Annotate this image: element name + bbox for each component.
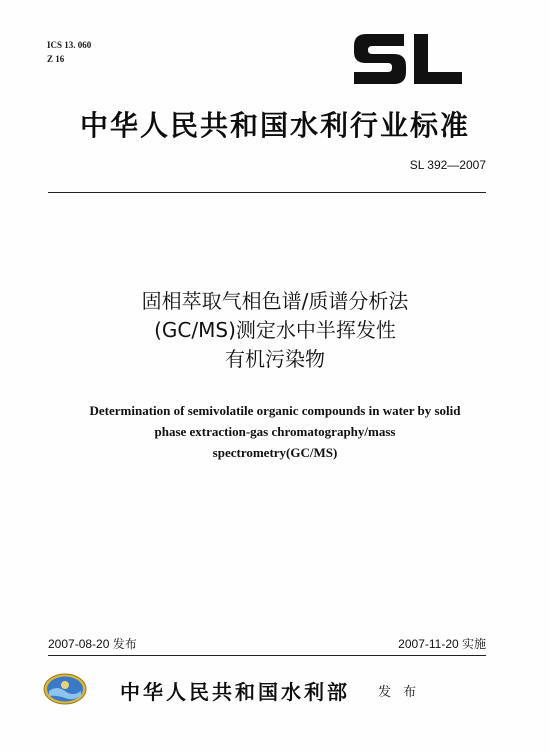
bottom-divider — [48, 655, 486, 656]
chinese-document-title — [0, 287, 550, 374]
english-document-title — [0, 400, 550, 463]
top-divider — [48, 192, 486, 193]
sl-logo-icon — [352, 30, 464, 88]
standard-category-title: 中华人民共和国水利行业标准 — [79, 109, 470, 142]
classification-codes — [47, 38, 91, 66]
ics-code: ICS 13. 060 — [47, 40, 92, 50]
en-title-line: spectrometry(GC/MS) — [212, 445, 338, 460]
en-title-line: Determination of semivolatile organic compounds in water by solid — [89, 403, 461, 418]
effective-date: 2007-11-20 实施 — [398, 637, 486, 651]
issue-date: 2007-08-20 发布 — [48, 637, 137, 651]
zh-title-line: 有机污染物 — [225, 347, 325, 371]
zh-title-line: (GC/MS)测定水中半挥发性 — [154, 318, 396, 342]
zh-title-line: 固相萃取气相色谱/质谱分析法 — [141, 289, 409, 313]
en-title-line: phase extraction-gas chromatography/mass — [154, 424, 396, 439]
class-code: Z 16 — [47, 54, 65, 64]
standard-number: SL 392—2007 — [409, 158, 486, 172]
sl-logo — [352, 30, 464, 88]
publisher-name: 中华人民共和国水利部 — [120, 680, 350, 704]
publish-label: 发 布 — [378, 685, 421, 700]
ministry-emblem-icon — [42, 672, 88, 706]
